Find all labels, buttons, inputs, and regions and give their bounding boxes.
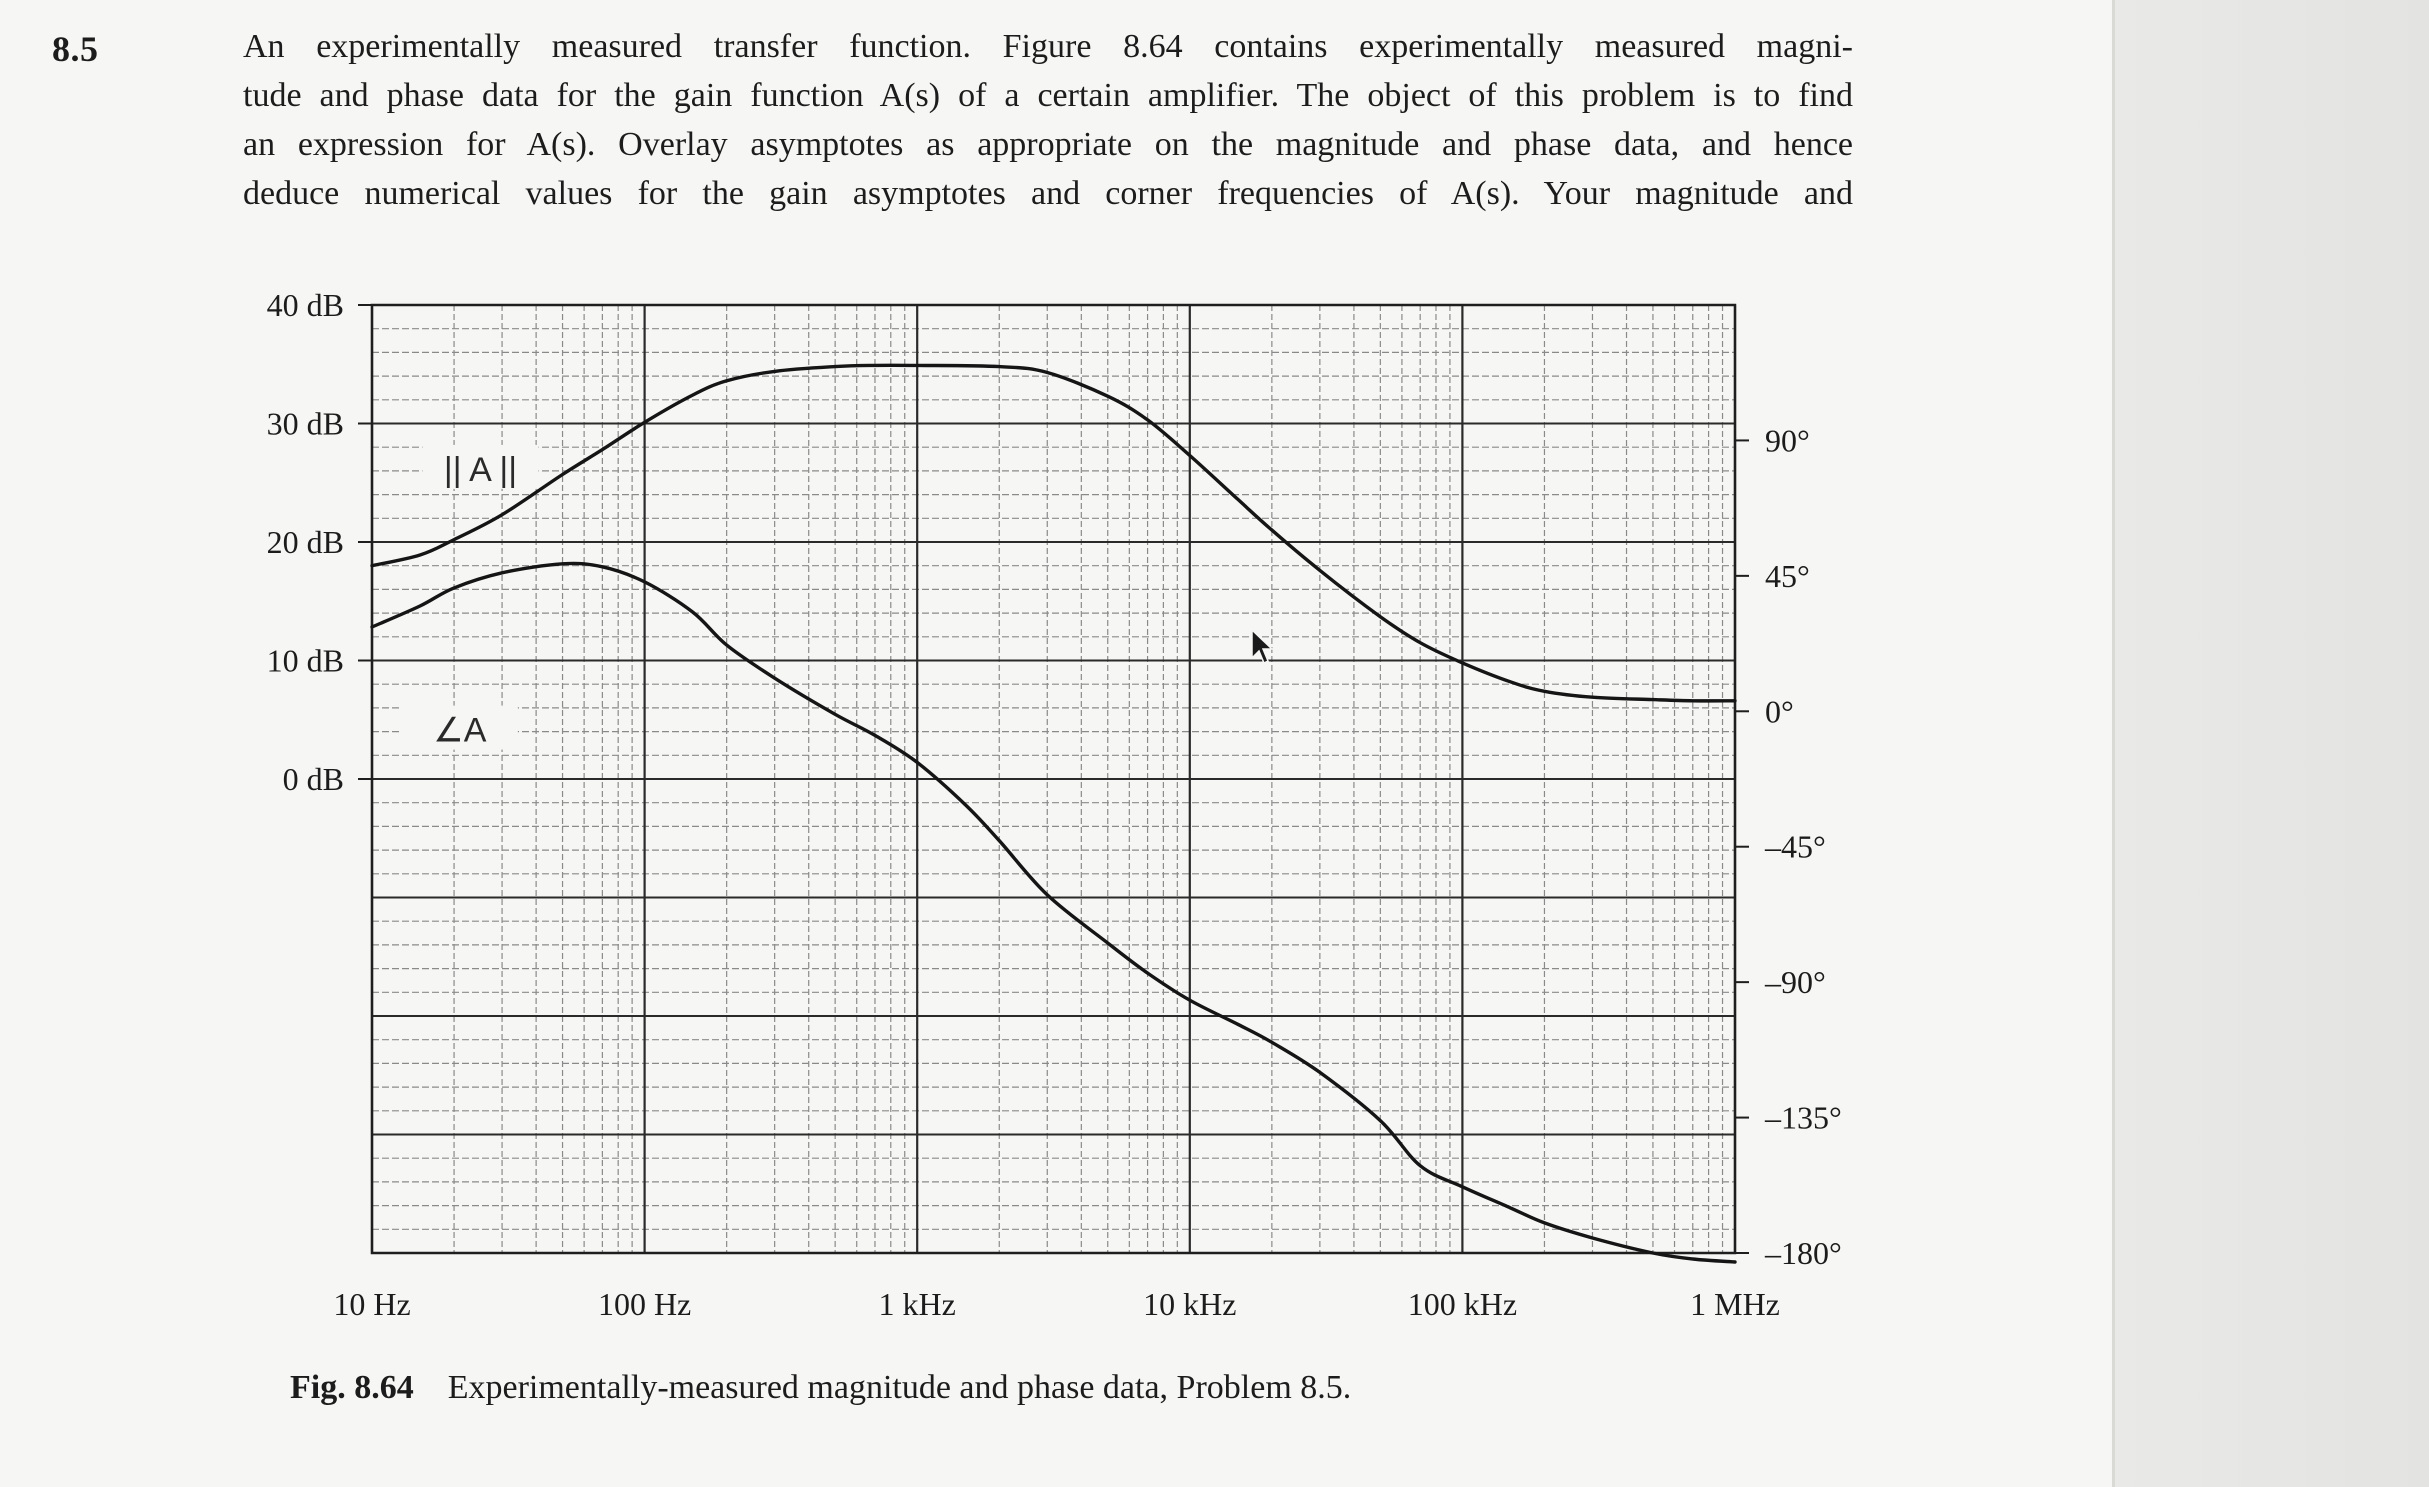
- problem-line: deduce numerical values for the gain asymptotes and corner frequencies of A(s). Your magnitude and: [243, 175, 1853, 212]
- right-axis-tick-label: 90°: [1765, 422, 1810, 459]
- right-axis-tick-label: –180°: [1765, 1235, 1842, 1271]
- left-axis-tick-label: 30 dB: [266, 405, 344, 442]
- x-axis-tick-label: 10 Hz: [333, 1286, 411, 1322]
- figure-caption-label: Fig. 8.64: [290, 1369, 414, 1406]
- right-axis-tick-label: 0°: [1765, 693, 1794, 730]
- plot-curves: [372, 365, 1735, 1262]
- problem-line: An experimentally measured transfer function. Figure 8.64 contains experimentally measured magni-: [243, 28, 1853, 65]
- magnitude-series-label: || A ||: [443, 450, 518, 489]
- x-axis-tick-label: 100 kHz: [1407, 1286, 1518, 1322]
- figure-caption-text: Experimentally-measured magnitude and phase data, Problem 8.5.: [447, 1369, 1352, 1406]
- figure-caption: [290, 1369, 1351, 1407]
- right-axis-tick-label: –135°: [1765, 1099, 1842, 1136]
- problem-line: tude and phase data for the gain function A(s) of a certain amplifier. The object of this problem is to find: [243, 77, 1853, 114]
- left-axis-tick-label: 40 dB: [266, 287, 344, 323]
- x-axis: [333, 1286, 1780, 1322]
- magnitude-curve: [372, 365, 1735, 701]
- x-axis-tick-label: 10 kHz: [1143, 1286, 1237, 1322]
- right-axis-tick-label: –90°: [1765, 964, 1826, 1001]
- mouse-pointer-icon: [1250, 628, 1274, 668]
- series-labels: [402, 445, 539, 750]
- right-axis-tick-label: 45°: [1765, 557, 1810, 594]
- problem-number: 8.5: [52, 29, 99, 69]
- left-axis-tick-label: 10 dB: [266, 642, 344, 679]
- left-axis-tick-label: 0 dB: [282, 761, 344, 797]
- phase-curve: [372, 563, 1735, 1262]
- left-axis-tick-label: 20 dB: [266, 524, 344, 560]
- right-axis-tick-label: –45°: [1765, 828, 1826, 865]
- x-axis-tick-label: 1 kHz: [878, 1286, 956, 1322]
- x-axis-tick-label: 100 Hz: [597, 1286, 692, 1322]
- x-axis-tick-label: 1 MHz: [1690, 1286, 1780, 1322]
- right-axis: [1735, 422, 1842, 1271]
- left-axis: [267, 287, 372, 797]
- phase-series-label: ∠A: [433, 711, 487, 750]
- problem-line: an expression for A(s). Overlay asymptotes as appropriate on the magnitude and phase data, and hence: [243, 126, 1853, 163]
